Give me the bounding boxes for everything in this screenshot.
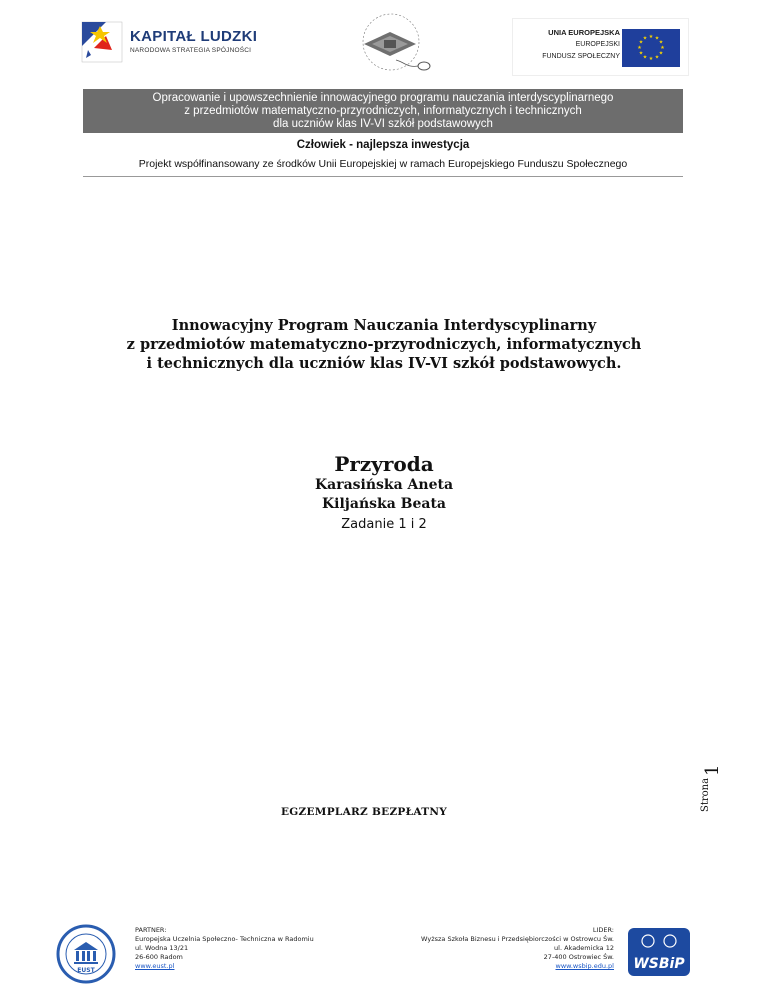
kapital-ludzki-logo [80,18,260,70]
title-line: i technicznych dla uczniów klas IV-VI szkół podstawowych. [146,355,622,372]
eu-logo [512,18,689,76]
kapital-ludzki-subtitle: NARODOWA STRATEGIA SPÓJNOŚCI [130,47,252,54]
wsbip-emblem-icon [628,928,690,976]
header-divider [83,176,683,177]
lider-website-link[interactable]: www.wsbip.edu.pl [555,962,614,970]
svg-text:★: ★ [658,39,664,46]
svg-text:★: ★ [637,45,642,51]
banner-line: z przedmiotów matematyczno-przyrodniczych, informatycznych i technicznych [184,105,582,117]
svg-text:★: ★ [654,54,660,61]
subject-title: Przyroda [334,452,434,476]
document-title [60,316,708,373]
eu-logo-line2: EUROPEJSKI [575,41,620,48]
lider-info [421,926,614,971]
page-marker [694,760,723,812]
wsbip-logo-text: WSBiP [633,956,685,972]
svg-text:★: ★ [660,45,665,51]
eust-seal-icon [56,924,116,984]
svg-text:★: ★ [654,35,660,42]
partner-info [135,926,314,971]
banner-line: Opracowanie i upowszechnienie innowacyjnego programu nauczania interdyscyplinarnego [152,92,614,104]
lider-heading: LIDER: [592,926,614,934]
svg-text:★: ★ [648,34,654,40]
kapital-ludzki-title: KAPITAŁ LUDZKI [130,28,258,45]
partner-name: Europejska Uczelnia Społeczno- Techniczna w Radomiu [135,935,314,943]
author-name: Karasińska Aneta [314,477,454,493]
eu-logo-line1: UNIA EUROPEJSKA [548,28,620,37]
partner-website-link[interactable]: www.eust.pl [135,962,175,970]
free-copy-notice: EGZEMPLARZ BEZPŁATNY [280,806,448,818]
task-label: Zadanie 1 i 2 [341,517,427,532]
partner-heading: PARTNER: [135,926,167,934]
lider-name: Wyższa Szkoła Biznesu i Przedsiębiorczości w Ostrowcu Św. [421,935,614,943]
title-line: z przedmiotów matematyczno-przyrodniczych, informatycznych [126,336,642,353]
svg-text:★: ★ [642,54,648,61]
author-name: Kiljańska Beata [322,496,446,512]
puzzle-logo-icon [346,10,446,80]
banner-line: dla uczniów klas IV-VI szkół podstawowych [273,118,493,130]
partner-street: ul. Wodna 13/21 [135,944,189,952]
svg-text:★: ★ [658,50,664,57]
wsbip-logo [628,928,690,976]
svg-text:★: ★ [638,50,644,57]
project-puzzle-logo [346,10,446,80]
partner-city: 26-600 Radom [135,953,183,961]
svg-text:★: ★ [648,56,654,62]
eu-logo-line3: FUNDUSZ SPOŁECZNY [542,53,620,60]
svg-text:★: ★ [638,39,644,46]
lider-street: ul. Akademicka 12 [554,944,614,952]
kapital-ludzki-flag-icon [80,20,124,64]
lider-city: 27-400 Ostrowiec Św. [543,953,614,961]
svg-text:★: ★ [642,35,648,42]
title-line: Innowacyjny Program Nauczania Interdyscyplinarny [171,317,597,334]
eust-logo-text: EUST [77,967,95,974]
cofinancing-statement: Projekt współfinansowany ze środków Unii Europejskiej w ramach Europejskiego Funduszu Społecznego [138,158,628,170]
eust-logo [56,924,116,984]
page-number: 1 [702,764,723,776]
page-marker-label: Strona [700,777,711,812]
program-banner [83,89,683,133]
eu-flag-icon [622,29,680,67]
slogan: Człowiek - najlepsza inwestycja [296,139,470,151]
